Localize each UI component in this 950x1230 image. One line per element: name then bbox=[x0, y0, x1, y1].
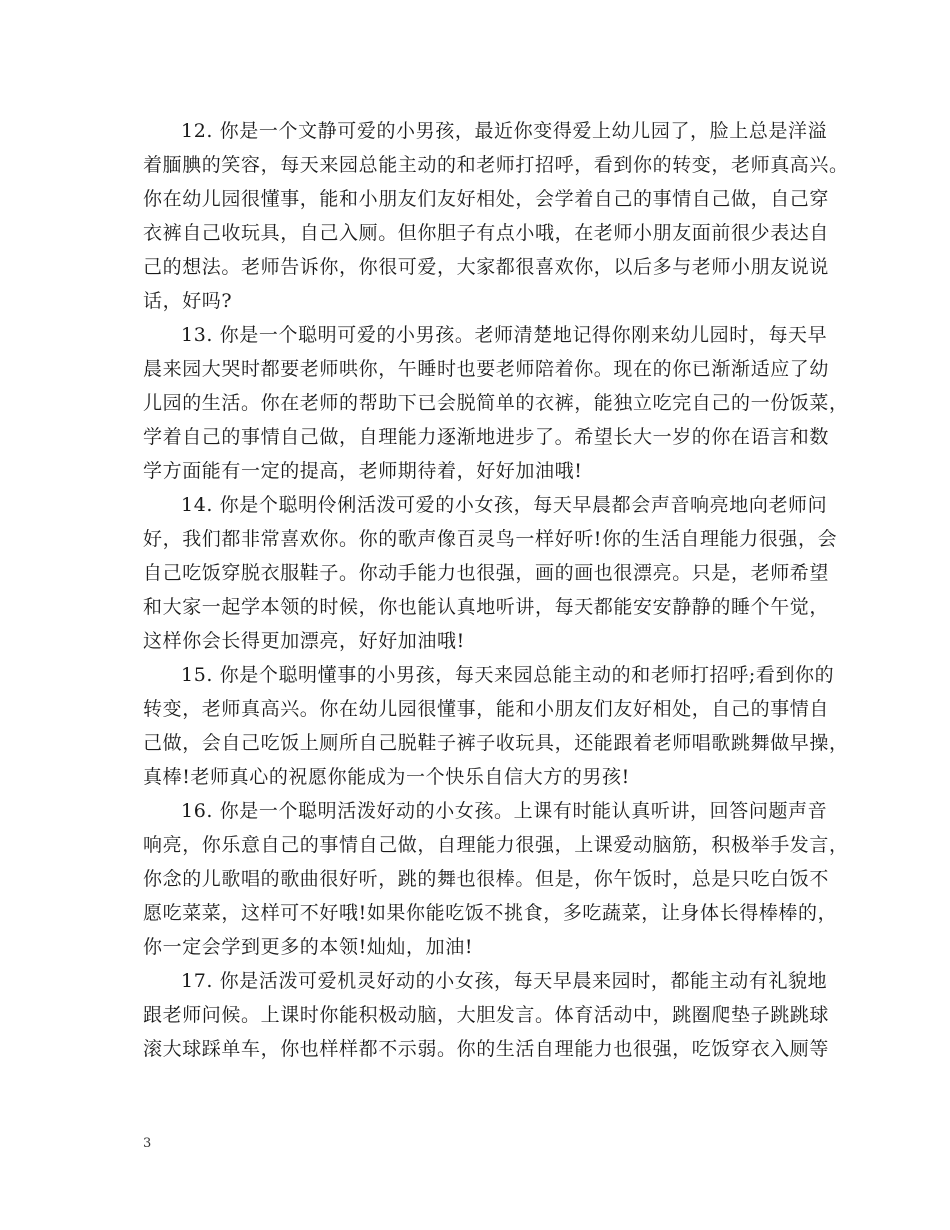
paragraph-17 bbox=[143, 964, 830, 1066]
text-line: 学着自己的事情自己做，自理能力逐渐地进步了。希望长大一岁的你在语言和数 bbox=[143, 426, 830, 448]
text-line: 12. 你是一个文静可爱的小男孩，最近你变得爱上幼儿园了，脸上总是洋溢 bbox=[181, 120, 828, 142]
text-line: 真棒!老师真心的祝愿你能成为一个快乐自信大方的男孩! bbox=[143, 766, 630, 788]
body-text bbox=[143, 114, 849, 1066]
text-line: 学方面能有一定的提高，老师期待着，好好加油哦! bbox=[143, 460, 583, 482]
text-line: 响亮，你乐意自己的事情自己做，自理能力很强，上课爱动脑筋，积极举手发言， bbox=[143, 834, 849, 856]
text-line: 话，好吗? bbox=[143, 290, 233, 312]
paragraph-15 bbox=[143, 658, 849, 794]
page-number: 3 bbox=[143, 1136, 152, 1151]
paragraph-12 bbox=[143, 114, 849, 318]
text-line: 13. 你是一个聪明可爱的小男孩。老师清楚地记得你刚来幼儿园时，每天早 bbox=[181, 324, 828, 346]
text-line: 跟老师问候。上课时你能积极动脑，大胆发言。体育活动中，跳圈爬垫子跳跳球 bbox=[143, 1004, 830, 1026]
text-line: 你一定会学到更多的本领!灿灿，加油! bbox=[143, 936, 474, 958]
text-line: 17. 你是活泼可爱机灵好动的小女孩，每天早晨来园时，都能主动有礼貌地 bbox=[181, 970, 828, 992]
text-line: 衣裤自己收玩具，自己入厕。但你胆子有点小哦，在老师小朋友面前很少表达自 bbox=[143, 222, 830, 244]
text-line: 滚大球踩单车，你也样样都不示弱。你的生活自理能力也很强，吃饭穿衣入厕等 bbox=[143, 1038, 830, 1060]
text-line: 愿吃菜菜，这样可不好哦!如果你能吃饭不挑食，多吃蔬菜，让身体长得棒棒的， bbox=[143, 902, 838, 924]
paragraph-16 bbox=[143, 794, 849, 964]
text-line: 你念的儿歌唱的歌曲很好听，跳的舞也很棒。但是，你午饭时，总是只吃白饭不 bbox=[143, 868, 830, 890]
text-line: 16. 你是一个聪明活泼好动的小女孩。上课有时能认真听讲，回答问题声音 bbox=[181, 800, 828, 822]
text-line: 这样你会长得更加漂亮，好好加油哦! bbox=[143, 630, 465, 652]
text-line: 14. 你是个聪明伶俐活泼可爱的小女孩，每天早晨都会声音响亮地向老师问 bbox=[181, 494, 828, 516]
text-line: 15. 你是个聪明懂事的小男孩，每天来园总能主动的和老师打招呼;看到你的 bbox=[181, 664, 835, 686]
text-line: 你在幼儿园很懂事，能和小朋友们友好相处，会学着自己的事情自己做，自己穿 bbox=[143, 188, 830, 210]
text-line: 和大家一起学本领的时候，你也能认真地听讲，每天都能安安静静的睡个午觉， bbox=[143, 596, 830, 618]
text-line: 着腼腆的笑容，每天来园总能主动的和老师打招呼，看到你的转变，老师真高兴。 bbox=[143, 154, 849, 176]
text-line: 好，我们都非常喜欢你。你的歌声像百灵鸟一样好听!你的生活自理能力很强，会 bbox=[143, 528, 838, 550]
text-line: 转变，老师真高兴。你在幼儿园很懂事，能和小朋友们友好相处，自己的事情自 bbox=[143, 698, 830, 720]
text-line: 自己吃饭穿脱衣服鞋子。你动手能力也很强，画的画也很漂亮。只是，老师希望 bbox=[143, 562, 830, 584]
text-line: 儿园的生活。你在老师的帮助下已会脱简单的衣裤，能独立吃完自己的一份饭菜， bbox=[143, 392, 849, 414]
text-line: 己的想法。老师告诉你，你很可爱，大家都很喜欢你，以后多与老师小朋友说说 bbox=[143, 256, 830, 278]
paragraph-13 bbox=[143, 318, 849, 488]
paragraph-14 bbox=[143, 488, 838, 658]
text-line: 己做，会自己吃饭上厕所自己脱鞋子裤子收玩具，还能跟着老师唱歌跳舞做早操， bbox=[143, 732, 849, 754]
text-line: 晨来园大哭时都要老师哄你，午睡时也要老师陪着你。现在的你已渐渐适应了幼 bbox=[143, 358, 830, 380]
